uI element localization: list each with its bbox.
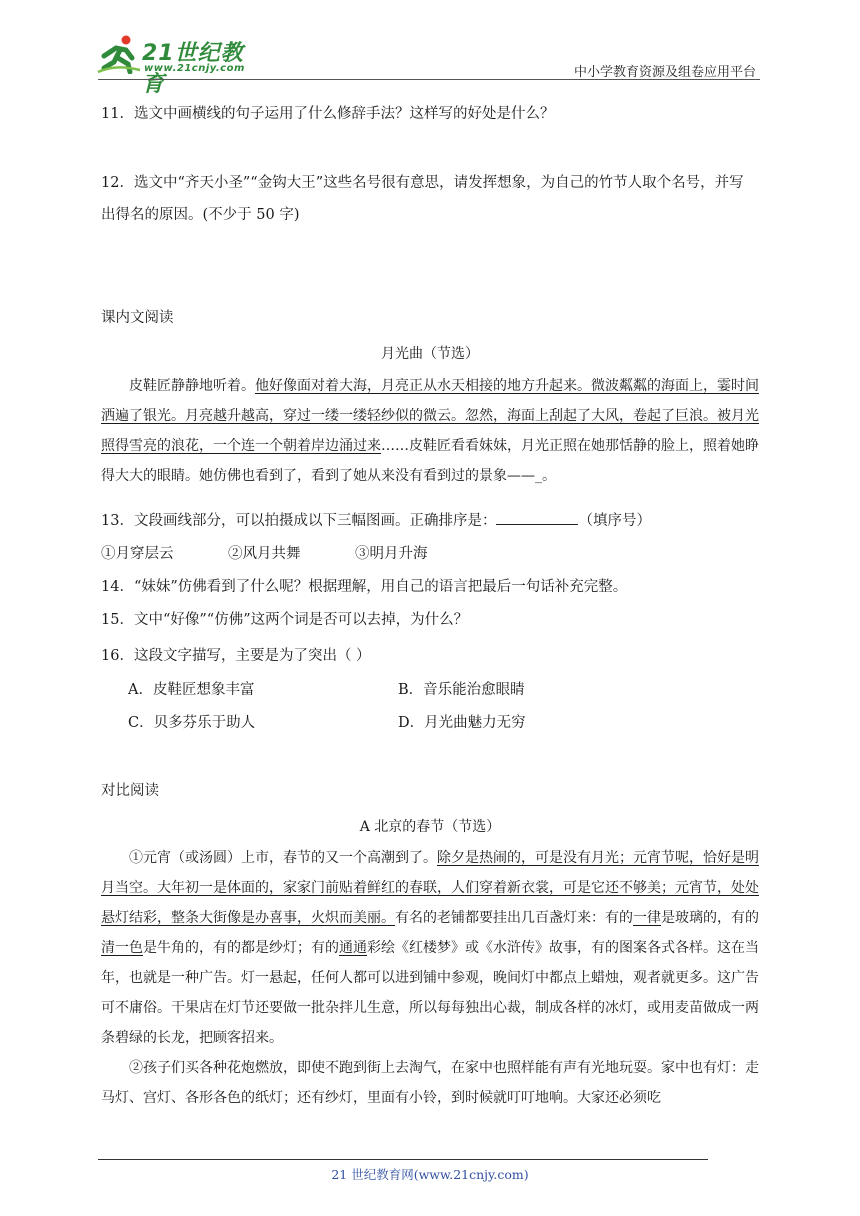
passage-text: 彩绘《红楼梦》或《水浒传》故事，有的图案各式各样。这在当年，也就是一种广告。灯一悬起，任何人都可以进到铺中参观，晚间灯中都点上蜡烛，观者就更多。这广告可不庸俗。干果店在灯节还要做一批杂拌儿生意，所以每每独出心裁，制成各样的冰灯，或用麦苗做成一两条碧绿的长龙，把顾客招来。 — [101, 940, 759, 1046]
passage-text: ①元宵（或汤圆）上市，春节的又一个高潮到了。 — [129, 850, 437, 866]
q16-option-c: C．贝多芬乐于助人 — [128, 715, 256, 731]
question-15: 15．文中“好像”“仿佛”这两个词是否可以去掉，为什么？ — [101, 612, 469, 628]
passage-paragraph-1 — [101, 843, 764, 1053]
footer-divider — [98, 1159, 708, 1160]
question-13-text: 13．文段画线部分，可以拍摄成以下三幅图画。正确排序是： — [101, 513, 497, 529]
passage-text: ……皮鞋匠看看妹妹，月光正照在她那恬静的脸上，照着她睁得大大的眼睛。她仿佛也看到了，看到了她从来没有看到过的景象——_。 — [101, 438, 759, 484]
underlined-passage: 除夕是热闹的，可是没有月光；元宵节呢，恰好是明月当空。大年初一是体面的，家家门前贴着鲜红的春联，人们穿着新衣裳，可是它还不够美；元宵节，处处悬灯结彩，整条大街像是办喜事，火炽而美丽。 — [101, 850, 759, 926]
q16-option-a: A．皮鞋匠想象丰富 — [128, 682, 255, 698]
underlined-word: 一律 — [633, 910, 661, 926]
question-14: 14．“妹妹”仿佛看到了什么呢？根据理解，用自己的语言把最后一句话补充完整。 — [101, 579, 628, 595]
question-11: 11．选文中画横线的句子运用了什么修辞手法？这样写的好处是什么？ — [101, 106, 555, 122]
underlined-word: 清一色 — [101, 940, 143, 956]
passage-text: 是牛角的，有的都是纱灯；有的 — [143, 940, 339, 956]
q13-option-3: ③明月升海 — [355, 546, 428, 562]
section-heading-comparative-reading: 对比阅读 — [101, 783, 159, 799]
passage-paragraph-2: ②孩子们买各种花炮燃放，即使不跑到街上去淘气，在家中也照样能有声有光地玩耍。家中也有灯：走马灯、宫灯、各形各色的纸灯；还有纱灯，里面有小铃，到时候就叮叮地响。大家还必须吃 — [101, 1060, 759, 1106]
section-heading-in-class-reading: 课内文阅读 — [101, 310, 174, 326]
underlined-word: 通通 — [339, 940, 367, 956]
q16-option-b: B．音乐能治愈眼睛 — [398, 682, 525, 698]
site-logo — [96, 34, 266, 97]
q16-option-d: D．月光曲魅力无穷 — [398, 715, 526, 731]
footer-text: 21 世纪教育网(www.21cnjy.com) — [331, 1167, 529, 1182]
passage-text: 是玻璃的，有的 — [661, 910, 759, 926]
passage-title-beijing-spring-festival: A 北京的春节（节选） — [359, 819, 501, 835]
page-header — [0, 0, 860, 97]
passage-text: 皮鞋匠静静地听着。 — [129, 378, 255, 394]
q13-option-2: ②风月共舞 — [228, 546, 301, 562]
underlined-passage: 他好像面对着大海，月亮正从水天相接的地方升起来。微波粼粼的海面上，霎时间洒遍了银光。月亮越升越高，穿过一缕一缕轻纱似的微云。忽然，海面上刮起了大风，卷起了巨浪。被月光照得雪亮的浪花，一个连一个朝着岸边涌过来 — [101, 378, 759, 454]
answer-blank[interactable] — [496, 511, 578, 525]
question-13 — [101, 511, 651, 531]
logo-text: 21世纪教育 — [142, 41, 244, 97]
question-16: 16．这段文字描写，主要是为了突出（ ） — [101, 648, 371, 664]
header-divider — [98, 79, 760, 80]
passage-title-moonlight-sonata: 月光曲（节选） — [381, 346, 479, 362]
runner-logo-icon — [96, 34, 142, 74]
question-12-line2: 出得名的原因。(不少于 50 字) — [101, 207, 300, 223]
logo-url: www.21cnjy.com — [144, 63, 245, 74]
q13-option-1: ①月穿层云 — [101, 546, 174, 562]
platform-name: 中小学教育资源及组卷应用平台 — [573, 65, 756, 80]
question-13-suffix: （填序号） — [578, 513, 651, 529]
passage-moonlight-sonata — [101, 371, 764, 491]
question-12-line1: 12．选文中“齐天小圣”“金钩大王”这些名号很有意思，请发挥想象，为自己的竹节人取个名号，并写 — [101, 175, 744, 191]
passage-text: 有名的老铺都要挂出几百盏灯来：有的 — [395, 910, 633, 926]
